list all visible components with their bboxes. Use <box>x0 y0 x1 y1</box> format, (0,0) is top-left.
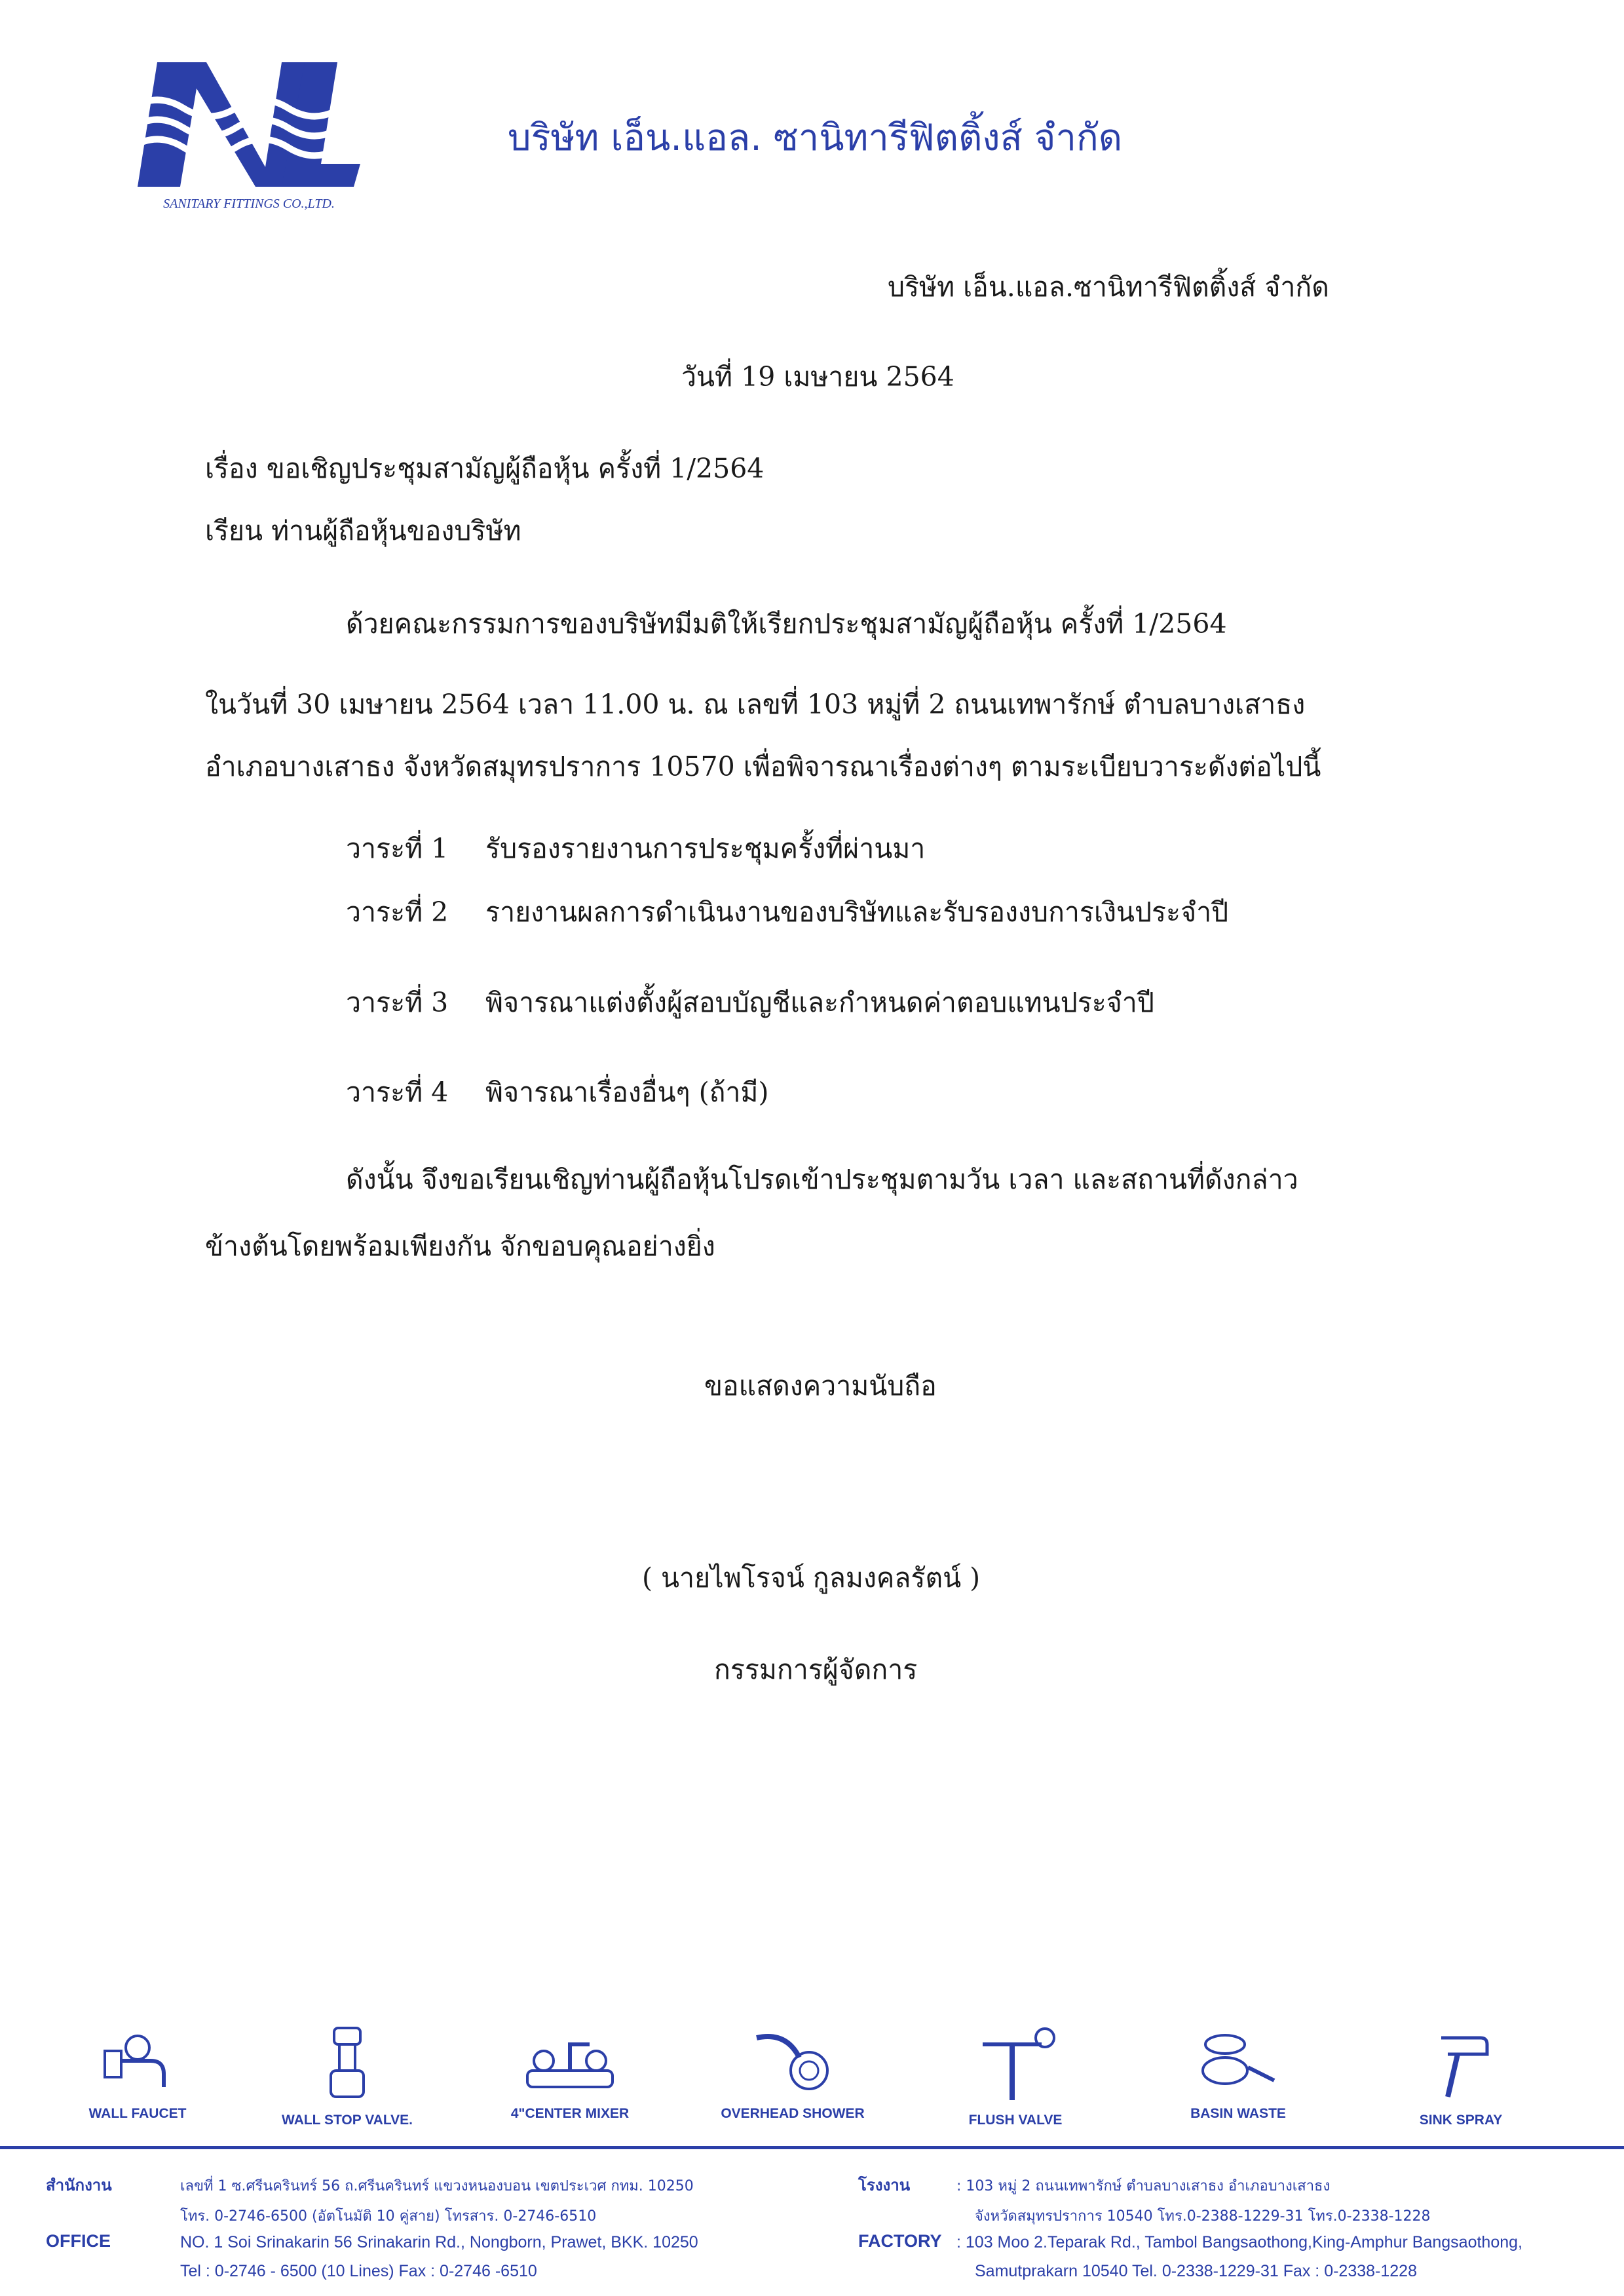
product-label: BASIN WASTE <box>1190 2106 1286 2121</box>
product-label: 4"CENTER MIXER <box>510 2106 630 2121</box>
wall-faucet-icon <box>98 2025 177 2097</box>
agenda-text: พิจารณาแต่งตั้งผู้สอบบัญชีและกำหนดค่าตอบแทนประจำปี <box>485 987 1154 1018</box>
product-wall-faucet <box>39 2025 236 2122</box>
sink-spray-icon <box>1422 2025 1500 2103</box>
wall-stop-valve-icon <box>308 2025 387 2103</box>
product-basin-waste <box>1140 2025 1336 2122</box>
basin-waste-icon <box>1192 2025 1284 2097</box>
factory-label-en: FACTORY <box>858 2231 942 2251</box>
logo-caption: SANITARY FITTINGS CO.,LTD. <box>163 197 335 211</box>
overhead-shower-icon <box>747 2025 839 2097</box>
sender-name: บริษัท เอ็น.แอล.ซานิทารีฟิตติ้งส์ จำกัด <box>888 271 1329 303</box>
office-address-en: NO. 1 Soi Srinakarin 56 Srinakarin Rd., Nongborn, Prawet, BKK. 10250 <box>180 2233 698 2251</box>
office-phone-en: Tel : 0-2746 - 6500 (10 Lines) Fax : 0-2746 -6510 <box>180 2262 537 2280</box>
agenda-item-1 <box>346 835 925 862</box>
footer-divider <box>0 2146 1624 2149</box>
center-mixer-icon <box>518 2025 622 2097</box>
paragraph-line: อำเภอบางเสาธง จังหวัดสมุทรปราการ 10570 เพื่อพิจารณาเรื่องต่างๆ ตามระเบียบวาระดังต่อไปนี้ <box>205 751 1321 782</box>
company-logo <box>118 56 367 220</box>
letter-date: วันที่ 19 เมษายน 2564 <box>681 361 954 392</box>
agenda-item-3 <box>346 989 1154 1016</box>
agenda-text: รายงานผลการดำเนินงานของบริษัทและรับรองงบการเงินประจำปี <box>485 896 1229 928</box>
product-strip <box>39 2025 1585 2139</box>
agenda-label: วาระที่ 3 <box>346 987 449 1018</box>
factory-phone-th: จังหวัดสมุทรปราการ 10540 โทร.0-2388-1229-31 โทร.0-2338-1228 <box>975 2208 1431 2225</box>
flush-valve-icon <box>970 2025 1061 2103</box>
product-label: WALL STOP VALVE. <box>282 2113 413 2128</box>
factory-label-th: โรงงาน <box>858 2176 911 2194</box>
product-label: FLUSH VALVE <box>968 2113 1063 2128</box>
agenda-item-2 <box>346 896 1229 928</box>
agenda-text: รับรองรายงานการประชุมครั้งที่ผ่านมา <box>485 833 926 864</box>
office-phone-th: โทร. 0-2746-6500 (อัตโนมัติ 10 คู่สาย) โทรสาร. 0-2746-6510 <box>180 2208 597 2225</box>
agenda-label: วาระที่ 1 <box>346 833 449 864</box>
product-label: WALL FAUCET <box>88 2106 187 2121</box>
signatory-title: กรรมการผู้จัดการ <box>714 1654 918 1685</box>
office-label-en: OFFICE <box>46 2231 111 2251</box>
recipient-line: เรียน ท่านผู้ถือหุ้นของบริษัท <box>205 515 521 546</box>
product-label: OVERHEAD SHOWER <box>721 2106 865 2121</box>
agenda-label: วาระที่ 4 <box>346 1077 449 1108</box>
product-sink-spray <box>1363 2025 1559 2128</box>
office-label-th: สำนักงาน <box>46 2176 112 2194</box>
paragraph-line: ดังนั้น จึงขอเรียนเชิญท่านผู้ถือหุ้นโปรดเข้าประชุมตามวัน เวลา และสถานที่ดังกล่าว <box>346 1164 1298 1195</box>
subject-line: เรื่อง ขอเชิญประชุมสามัญผู้ถือหุ้น ครั้งที่ 1/2564 <box>205 453 765 484</box>
product-flush-valve <box>917 2025 1114 2128</box>
paragraph-line: ในวันที่ 30 เมษายน 2564 เวลา 11.00 น. ณ เลขที่ 103 หมู่ที่ 2 ถนนเทพารักษ์ ตำบลบางเสาธง <box>205 689 1306 720</box>
factory-address-en: : 103 Moo 2.Teparak Rd., Tambol Bangsaothong,King-Amphur Bangsaothong, <box>956 2233 1522 2251</box>
company-name-header: บริษัท เอ็น.แอล. ซานิทารีฟิตติ้งส์ จำกัด <box>508 117 1123 159</box>
factory-address-th: : 103 หมู่ 2 ถนนเทพารักษ์ ตำบลบางเสาธง อำเภอบางเสาธง <box>956 2178 1331 2194</box>
paragraph-line: ข้างต้นโดยพร้อมเพียงกัน จักขอบคุณอย่างยิ่ง <box>205 1231 715 1262</box>
product-overhead-shower <box>694 2025 891 2122</box>
agenda-text: พิจารณาเรื่องอื่นๆ (ถ้ามี) <box>485 1077 769 1108</box>
agenda-item-4 <box>346 1079 768 1106</box>
office-address-th: เลขที่ 1 ซ.ศรีนครินทร์ 56 ถ.ศรีนครินทร์ แขวงหนองบอน เขตประเวศ กทม. 10250 <box>180 2178 694 2194</box>
product-center-mixer <box>472 2025 668 2122</box>
paragraph-line: ด้วยคณะกรรมการของบริษัทมีมติให้เรียกประชุมสามัญผู้ถือหุ้น ครั้งที่ 1/2564 <box>346 608 1227 640</box>
product-wall-stop-valve <box>249 2025 445 2128</box>
closing-phrase: ขอแสดงความนับถือ <box>704 1370 937 1402</box>
factory-phone-en: Samutprakarn 10540 Tel. 0-2338-1229-31 Fax : 0-2338-1228 <box>975 2262 1417 2280</box>
signatory-name: ( นายไพโรจน์ กูลมงคลรัตน์ ) <box>642 1562 981 1594</box>
product-label: SINK SPRAY <box>1419 2113 1503 2128</box>
agenda-label: วาระที่ 2 <box>346 896 449 928</box>
